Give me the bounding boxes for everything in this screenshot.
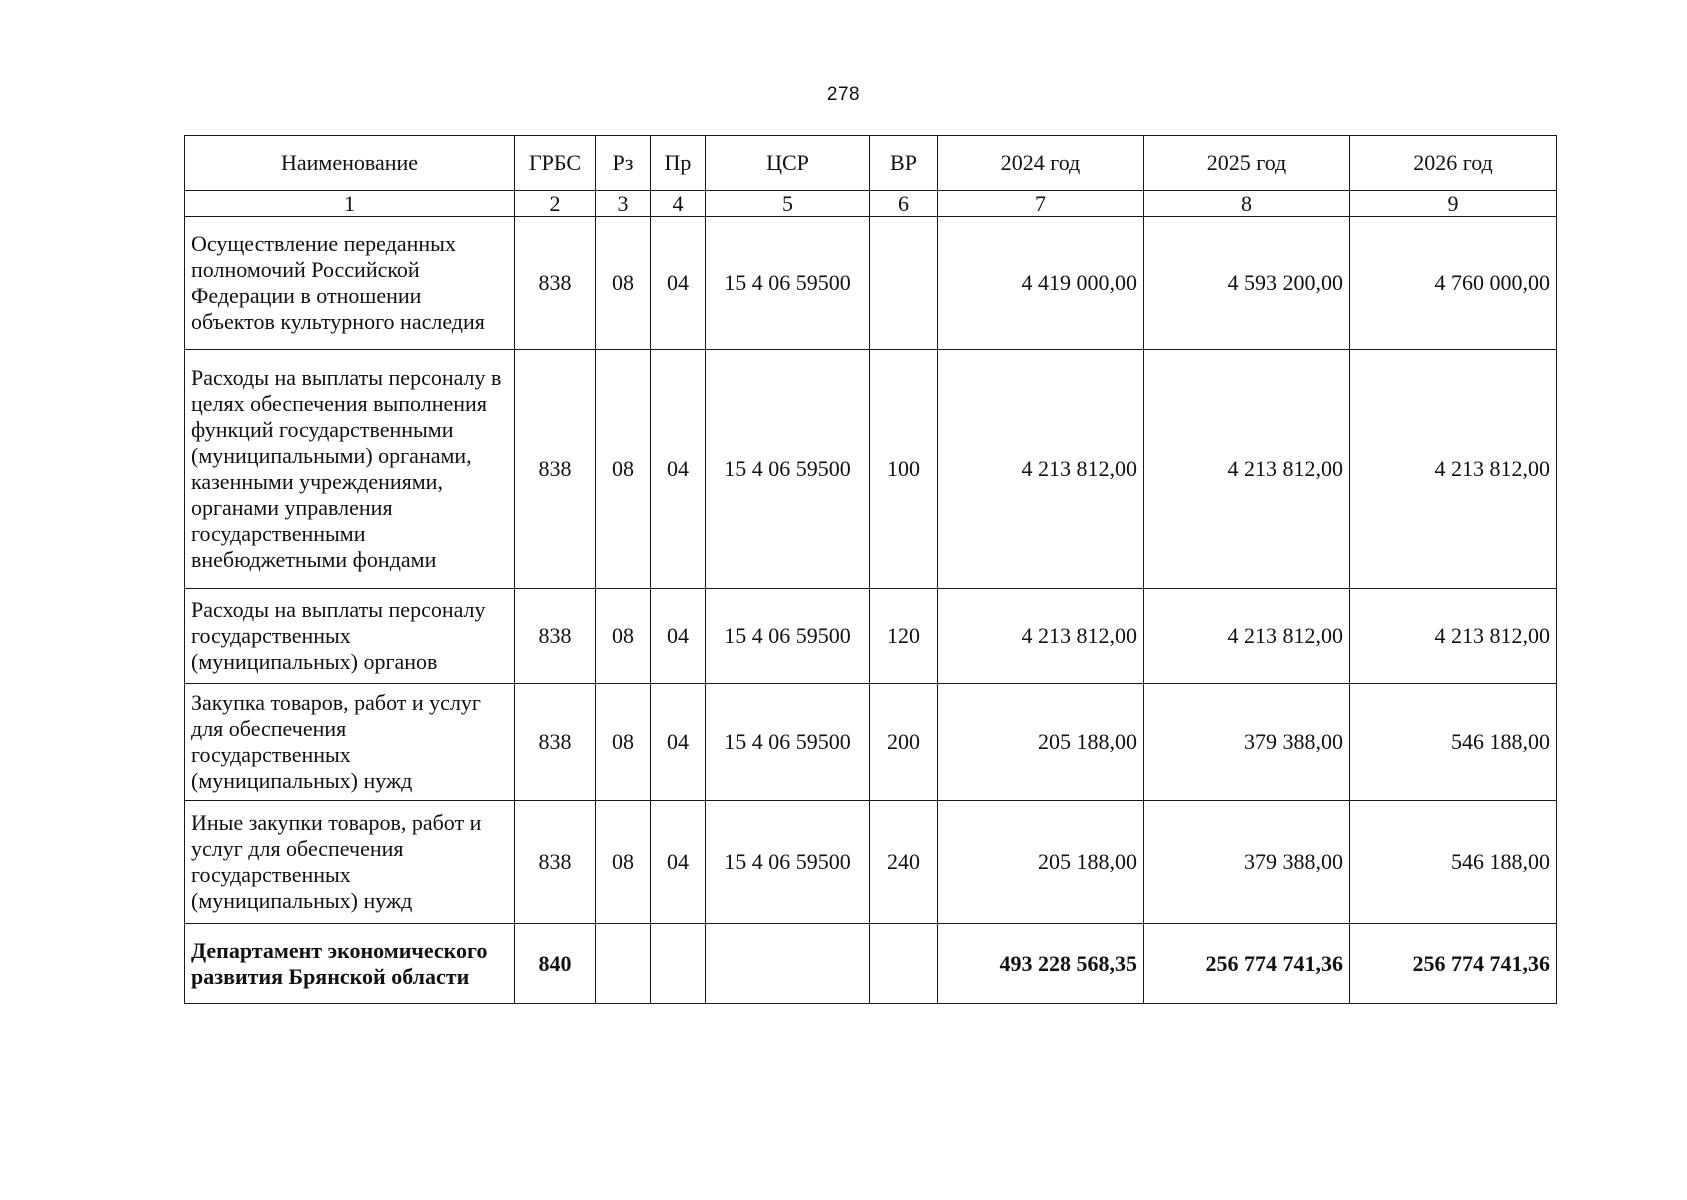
row-vr: 200	[870, 684, 938, 801]
row-amount-2024: 4 419 000,00	[938, 217, 1144, 350]
row-name: Расходы на выплаты персоналу в целях обеспечения выполнения функций государственными (муниципальными) органами, казенными учреждениями, органами управления государственными внебюджетными фондами	[185, 350, 515, 589]
row-amount-2025: 256 774 741,36	[1144, 924, 1350, 1004]
row-name: Иные закупки товаров, работ и услуг для обеспечения государственных (муниципальных) нужд	[185, 801, 515, 924]
row-csr: 15 4 06 59500	[706, 350, 870, 589]
row-amount-2025: 4 213 812,00	[1144, 589, 1350, 684]
row-amount-2024: 4 213 812,00	[938, 589, 1144, 684]
row-amount-2024: 4 213 812,00	[938, 350, 1144, 589]
row-vr	[870, 924, 938, 1004]
row-vr	[870, 217, 938, 350]
row-csr: 15 4 06 59500	[706, 217, 870, 350]
row-rz: 08	[596, 801, 651, 924]
row-csr: 15 4 06 59500	[706, 589, 870, 684]
row-grbs: 838	[515, 684, 596, 801]
row-rz: 08	[596, 684, 651, 801]
row-vr: 120	[870, 589, 938, 684]
header-2025: 2025 год	[1144, 136, 1350, 191]
row-rz: 08	[596, 589, 651, 684]
row-amount-2026: 4 760 000,00	[1350, 217, 1557, 350]
header-csr: ЦСР	[706, 136, 870, 191]
row-amount-2024: 205 188,00	[938, 801, 1144, 924]
header-pr: Пр	[651, 136, 706, 191]
column-number: 2	[515, 191, 596, 217]
row-pr: 04	[651, 589, 706, 684]
row-vr: 100	[870, 350, 938, 589]
column-number: 5	[706, 191, 870, 217]
row-name: Осуществление переданных полномочий Российской Федерации в отношении объектов культурного наследия	[185, 217, 515, 350]
header-grbs: ГРБС	[515, 136, 596, 191]
table-row	[185, 589, 1557, 684]
row-grbs: 838	[515, 589, 596, 684]
budget-table	[184, 135, 1557, 1004]
column-number: 9	[1350, 191, 1557, 217]
row-amount-2026: 4 213 812,00	[1350, 589, 1557, 684]
column-number: 4	[651, 191, 706, 217]
row-pr: 04	[651, 684, 706, 801]
row-pr: 04	[651, 217, 706, 350]
column-number-row	[185, 191, 1557, 217]
row-amount-2025: 4 593 200,00	[1144, 217, 1350, 350]
row-amount-2024: 205 188,00	[938, 684, 1144, 801]
row-pr: 04	[651, 350, 706, 589]
row-name: Закупка товаров, работ и услуг для обеспечения государственных (муниципальных) нужд	[185, 684, 515, 801]
column-number: 3	[596, 191, 651, 217]
row-name: Расходы на выплаты персоналу государственных (муниципальных) органов	[185, 589, 515, 684]
row-amount-2024: 493 228 568,35	[938, 924, 1144, 1004]
row-pr	[651, 924, 706, 1004]
row-grbs: 838	[515, 801, 596, 924]
header-name: Наименование	[185, 136, 515, 191]
row-csr	[706, 924, 870, 1004]
row-rz: 08	[596, 217, 651, 350]
table-row	[185, 684, 1557, 801]
row-amount-2025: 379 388,00	[1144, 801, 1350, 924]
row-csr: 15 4 06 59500	[706, 684, 870, 801]
row-grbs: 840	[515, 924, 596, 1004]
row-grbs: 838	[515, 217, 596, 350]
row-amount-2026: 4 213 812,00	[1350, 350, 1557, 589]
table-row-department-total	[185, 924, 1557, 1004]
header-vr: ВР	[870, 136, 938, 191]
header-rz: Рз	[596, 136, 651, 191]
row-pr: 04	[651, 801, 706, 924]
row-amount-2025: 379 388,00	[1144, 684, 1350, 801]
row-amount-2026: 546 188,00	[1350, 801, 1557, 924]
table-row	[185, 350, 1557, 589]
row-rz: 08	[596, 350, 651, 589]
row-amount-2026: 546 188,00	[1350, 684, 1557, 801]
column-number: 8	[1144, 191, 1350, 217]
column-number: 7	[938, 191, 1144, 217]
table-header-row	[185, 136, 1557, 191]
row-csr: 15 4 06 59500	[706, 801, 870, 924]
header-2026: 2026 год	[1350, 136, 1557, 191]
table-row	[185, 801, 1557, 924]
column-number: 6	[870, 191, 938, 217]
row-amount-2025: 4 213 812,00	[1144, 350, 1350, 589]
row-grbs: 838	[515, 350, 596, 589]
row-vr: 240	[870, 801, 938, 924]
page-number: 278	[826, 84, 861, 105]
row-amount-2026: 256 774 741,36	[1350, 924, 1557, 1004]
column-number: 1	[185, 191, 515, 217]
table-row	[185, 217, 1557, 350]
row-rz	[596, 924, 651, 1004]
row-name: Департамент экономического развития Брянской области	[185, 924, 515, 1004]
header-2024: 2024 год	[938, 136, 1144, 191]
